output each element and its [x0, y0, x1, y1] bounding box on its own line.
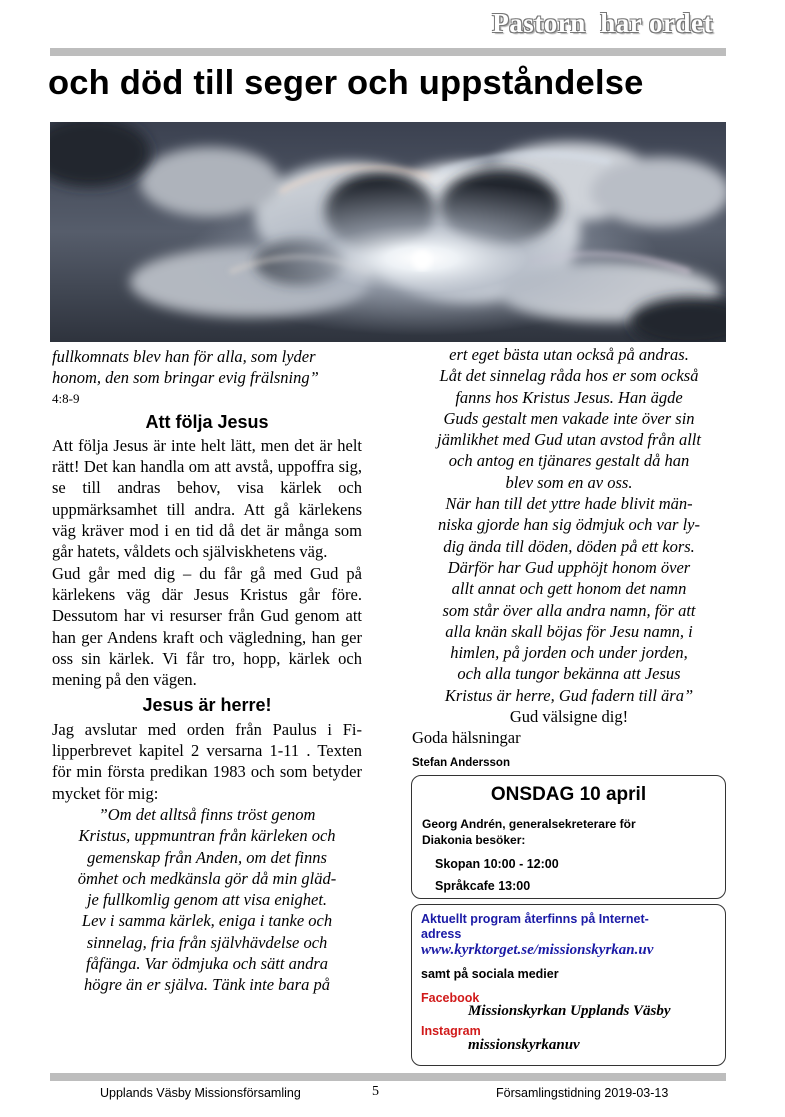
quote-line: fåfänga. Var ödmjuka och sätt andra	[86, 954, 328, 974]
left-column	[52, 346, 362, 996]
quote-line: ert eget bästa utan också på andras.	[449, 345, 689, 364]
program-line-1: Aktuellt program återfinns på Internet-	[421, 912, 649, 926]
event-box	[411, 775, 726, 899]
event-line-2: Diakonia besöker:	[422, 833, 526, 847]
quote-line: När han till det yttre hade blivit män-	[445, 494, 693, 514]
intro-line-1: fullkomnats blev han för alla, som lyder	[52, 347, 316, 366]
quote-line: fanns hos Kristus Jesus. Han ägde	[455, 387, 683, 407]
footer-divider	[50, 1073, 726, 1081]
program-line-2: adress	[421, 927, 462, 941]
blessing: Gud välsigne dig!	[509, 707, 629, 727]
quote-line: gemenskap från Anden, om det finns	[87, 847, 327, 867]
facebook-name[interactable]: Missionskyrkan Upplands Väsby	[468, 1003, 671, 1019]
intro-line-2: honom, den som bringar evig frälsning”	[52, 368, 319, 388]
event-item-skopan: Skopan 10:00 - 12:00	[435, 857, 559, 871]
paragraph-jesus-is-lord: Jag avslutar med orden från Paulus i Filipperbrevet kapitel 2 versarna 1-11 . Texten för min första predikan 1983 och som betyder mycket för mig:	[52, 719, 362, 803]
section-heading-jesus-is-lord: Jesus är herre!	[142, 695, 272, 716]
paragraph-follow-jesus-1: Att följa Jesus är inte helt lätt, men det är helt rätt! Det kan handla om att avstå, uppoffra sig, se till andras behov, visa kärlek och uppmärksamhet till andra. Att gå kärlekens väg kräver mod i en tid då det är många som går hatets, våldets och själviskhetens väg.	[52, 435, 362, 562]
quote-line: Låt det sinnelag råda hos er som också	[439, 366, 699, 386]
signature: Stefan Andersson	[412, 756, 510, 769]
quote-line: Kristus är herre, Gud fadern till ära”	[444, 685, 694, 705]
quote-line: och alla tungor bekänna att Jesus	[457, 664, 681, 684]
right-column	[408, 344, 730, 774]
quote-line: niska gjorde han sig ödmjuk och var ly-	[438, 515, 700, 535]
quote-line: ”Om det alltså finns tröst genom	[98, 804, 316, 824]
quote-line: je fullkomlig genom att visa enighet.	[86, 890, 328, 910]
quote-line: Lev i samma kärlek, eniga i tanke och	[81, 911, 333, 931]
quote-line: som står över alla andra namn, för att	[442, 600, 696, 620]
quote-line: alla knän skall böjas för Jesu namn, i	[445, 621, 693, 641]
social-media-text: samt på sociala medier	[421, 967, 559, 981]
quote-line: allt annat och gett honom det namn	[451, 579, 687, 599]
footer-organization: Upplands Väsby Missionsförsamling	[100, 1086, 301, 1100]
quote-line: Guds gestalt men vakade inte över sin	[443, 408, 695, 428]
cloud-sky-photo	[50, 122, 726, 342]
footer-publication: Församlingstidning 2019-03-13	[496, 1086, 669, 1100]
quote-line: högre än er själva. Tänk inte bara på	[84, 975, 330, 995]
headline: och död till seger och uppståndelse	[48, 64, 644, 102]
website-link[interactable]: www.kyrktorget.se/missionskyrkan.uv	[421, 942, 654, 958]
quote-line: dig ända till döden, döden på ett kors.	[443, 536, 695, 556]
section-heading-follow-jesus: Att följa Jesus	[145, 411, 269, 432]
facebook-label: Facebook	[421, 991, 480, 1005]
greeting: Goda hälsningar	[412, 728, 521, 748]
quote-line: Kristus, uppmuntran från kärleken och	[78, 826, 336, 846]
info-box	[411, 904, 726, 1066]
event-line-1: Georg Andrén, generalsekreterare för	[422, 817, 636, 831]
instagram-label: Instagram	[421, 1024, 481, 1038]
quote-line: sinnelag, fria från självhävdelse och	[86, 932, 328, 952]
quote-line: Därför har Gud upphöjt honom över	[447, 557, 691, 577]
quote-line: himlen, på jorden och under jorden,	[450, 643, 688, 663]
event-title: ONSDAG 10 april	[490, 784, 647, 805]
quote-line: ömhet och medkänsla gör då min gläd-	[77, 868, 337, 888]
event-item-sprakcafe: Språkcafe 13:00	[435, 879, 531, 893]
page-number: 5	[372, 1084, 379, 1099]
section-title: Pastorn har ordet	[492, 8, 713, 38]
quote-line: blev som en av oss.	[505, 472, 633, 492]
paragraph-follow-jesus-2: Gud går med dig – du får gå med Gud på kärlekens väg där Jesus Kristus går före. Dessutom har vi resurser från Gud genom att han ger Andens kraft och vägledning, han ger oss sin kärlek. Vi får tro, hopp, kärlek och mening på den vägen.	[52, 563, 362, 690]
header-divider	[50, 48, 726, 56]
scripture-reference: 4:8-9	[52, 390, 80, 406]
quote-line: och antog en tjänares gestalt då han	[448, 451, 690, 471]
instagram-name[interactable]: missionskyrkanuv	[468, 1037, 580, 1053]
quote-line: jämlikhet med Gud utan avstod från allt	[437, 430, 701, 450]
